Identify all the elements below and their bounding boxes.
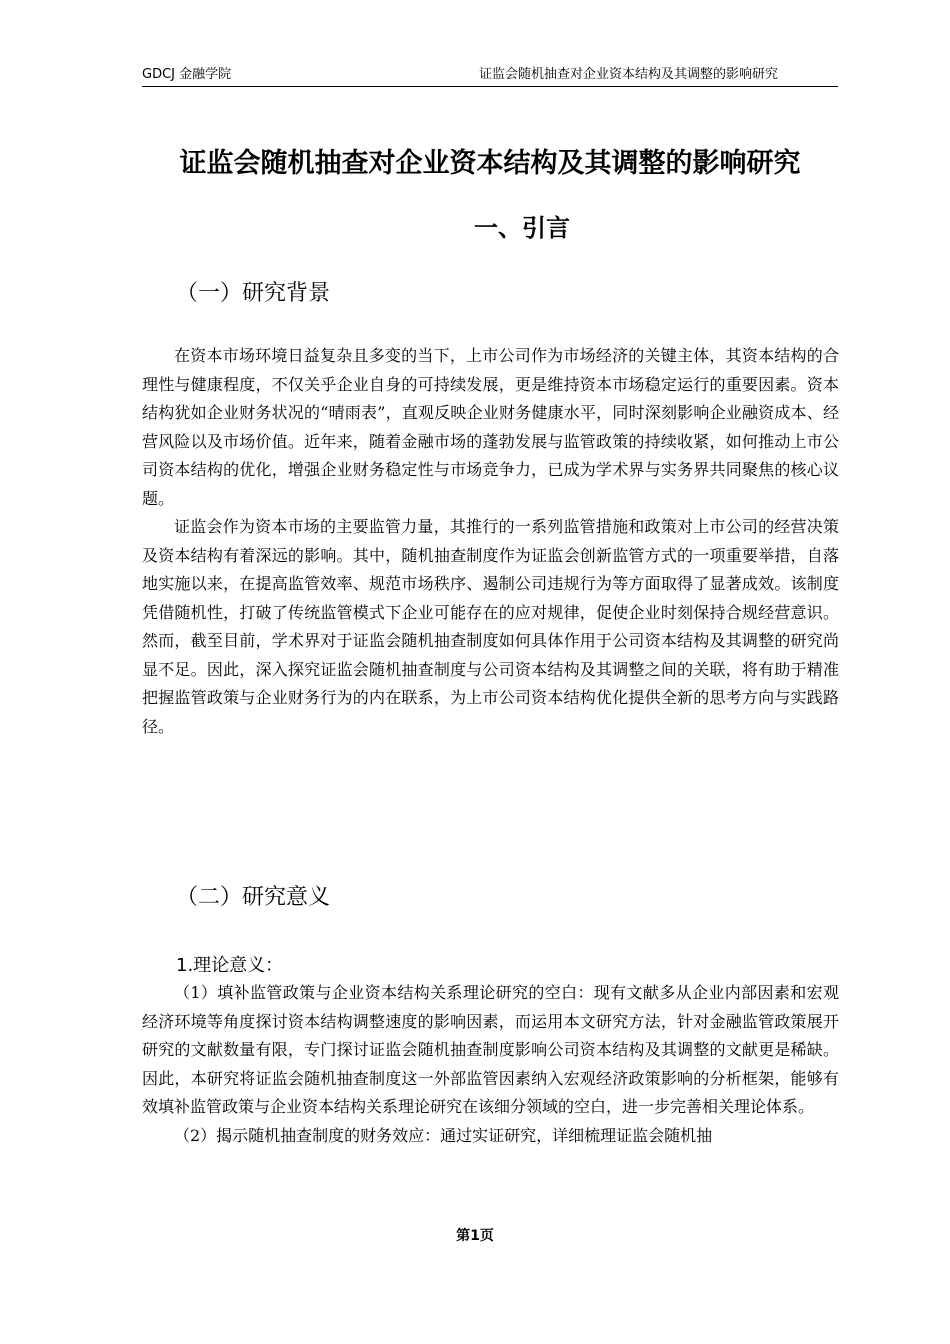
- section-heading-introduction: 一、引言: [474, 214, 570, 242]
- paragraph-significance-1: （1）填补监管政策与企业资本结构关系理论研究的空白：现有文献多从企业内部因素和宏观经济环境等角度探讨资本结构调整速度的影响因素，而运用本文研究方法，针对金融监管政策展开研究的文献数量有限，专门探讨证监会随机抽查制度影响公司资本结构及其调整的文献更是稀缺。因此，本研究将证监会随机抽查制度这一外部监管因素纳入宏观经济政策影响的分析框架，能够有效填补监管政策与企业资本结构关系理论研究在该细分领域的空白，进一步完善相关理论体系。: [142, 983, 839, 1116]
- page-number: 第1页: [456, 1228, 494, 1244]
- document-title: 证监会随机抽查对企业资本结构及其调整的影响研究: [179, 148, 801, 179]
- page-header: [142, 66, 838, 87]
- paragraph-background-1: 在资本市场环境日益复杂且多变的当下，上市公司作为市场经济的关键主体，其资本结构的合理性与健康程度，不仅关乎企业自身的可持续发展，更是维持资本市场稳定运行的重要因素。资本结构犹如企业财务状况的“晴雨表”，直观反映企业财务健康水平，同时深刻影响企业融资成本、经营风险以及市场价值。近年来，随着金融市场的蓬勃发展与监管政策的持续收紧，如何推动上市公司资本结构的优化，增强企业财务稳定性与市场竞争力，已成为学术界与实务界共同聚焦的核心议题。: [142, 346, 839, 508]
- subsection-heading-background: （一）研究背景: [176, 281, 331, 306]
- paragraph-significance-2: （2）揭示随机抽查制度的财务效应：通过实证研究，详细梳理证监会随机抽: [174, 1125, 713, 1145]
- header-running-title: 证监会随机抽查对企业资本结构及其调整的影响研究: [478, 67, 778, 82]
- theory-significance-heading: 1.理论意义：: [176, 955, 284, 976]
- paragraph-background-2: 证监会作为资本市场的主要监管力量，其推行的一系列监管措施和政策对上市公司的经营决策及资本结构有着深远的影响。其中，随机抽查制度作为证监会创新监管方式的一项重要举措，自落地实施以来，在提高监管效率、规范市场秩序、遏制公司违规行为等方面取得了显著成效。该制度凭借随机性，打破了传统监管模式下企业可能存在的应对规律，促使企业时刻保持合规经营意识。然而，截至目前，学术界对于证监会随机抽查制度如何具体作用于公司资本结构及其调整的研究尚显不足。因此，深入探究证监会随机抽查制度与公司资本结构及其调整之间的关联，将有助于精准把握监管政策与企业财务行为的内在联系，为上市公司资本结构优化提供全新的思考方向与实践路径。: [142, 517, 839, 736]
- subsection-heading-significance: （二）研究意义: [176, 885, 331, 910]
- significance-text: [142, 979, 839, 1150]
- header-institution: GDCJ 金融学院: [142, 67, 232, 82]
- background-text: [142, 342, 839, 741]
